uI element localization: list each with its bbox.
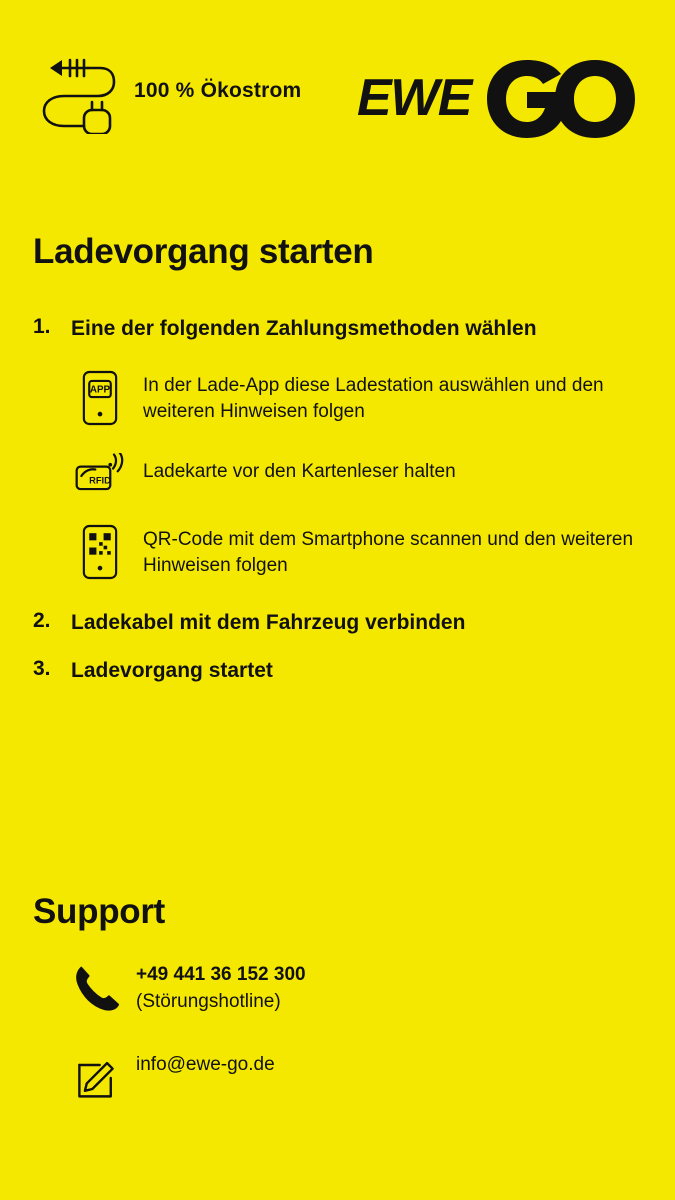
- payment-method-rfid: [71, 453, 653, 501]
- step-item-2: [33, 609, 653, 637]
- brand-go-mark: [481, 52, 641, 144]
- header: [0, 48, 675, 158]
- eco-power-label: 100 % Ökostrom: [134, 79, 302, 102]
- support-phone-text: [136, 960, 306, 1016]
- support-list: [70, 960, 630, 1138]
- qr-code-smartphone-icon: [71, 523, 129, 585]
- support-phone-number: +49 441 36 152 300: [136, 964, 306, 985]
- payment-method-app: [71, 369, 653, 431]
- brand-logo: [357, 52, 641, 144]
- page-title: Ladevorgang starten: [33, 232, 374, 271]
- step-number: 3.: [33, 656, 51, 680]
- step-label: Eine der folgenden Zahlungsmethoden wählen: [71, 317, 537, 340]
- rfid-card-reader-icon: [71, 453, 129, 501]
- charging-cable-icon: [30, 48, 122, 134]
- step-item-1: [33, 315, 653, 343]
- step-number: 1.: [33, 315, 51, 338]
- payment-method-label: Ladekarte vor den Kartenleser halten: [143, 460, 456, 482]
- support-phone-row: [70, 960, 630, 1016]
- step-item-3: [33, 657, 653, 685]
- svg-text:APP: APP: [89, 384, 111, 396]
- payment-method-qr: [71, 523, 653, 585]
- support-email-text: info@ewe-go.de: [136, 1053, 275, 1075]
- support-email-row: [70, 1050, 630, 1104]
- phone-icon: [70, 960, 122, 1014]
- step-label: Ladekabel mit dem Fahrzeug verbinden: [71, 610, 466, 634]
- eco-power-block: [30, 48, 301, 134]
- support-title: Support: [33, 892, 166, 931]
- step-number: 2.: [33, 608, 51, 632]
- svg-text:RFID: RFID: [89, 475, 111, 486]
- support-phone-note: (Störungshotline): [136, 990, 281, 1012]
- smartphone-app-icon: [71, 369, 129, 431]
- payment-method-label: QR-Code mit dem Smartphone scannen und den weiteren Hinweisen folgen: [143, 528, 634, 577]
- brand-name-text: EWE: [357, 69, 471, 127]
- steps-list: [33, 315, 653, 689]
- payment-methods-list: [71, 369, 653, 585]
- payment-method-label: In der Lade-App diese Ladestation auswählen und den weiteren Hinweisen folgen: [143, 374, 604, 423]
- step-label: Ladevorgang startet: [71, 658, 273, 682]
- email-write-icon: [70, 1050, 122, 1104]
